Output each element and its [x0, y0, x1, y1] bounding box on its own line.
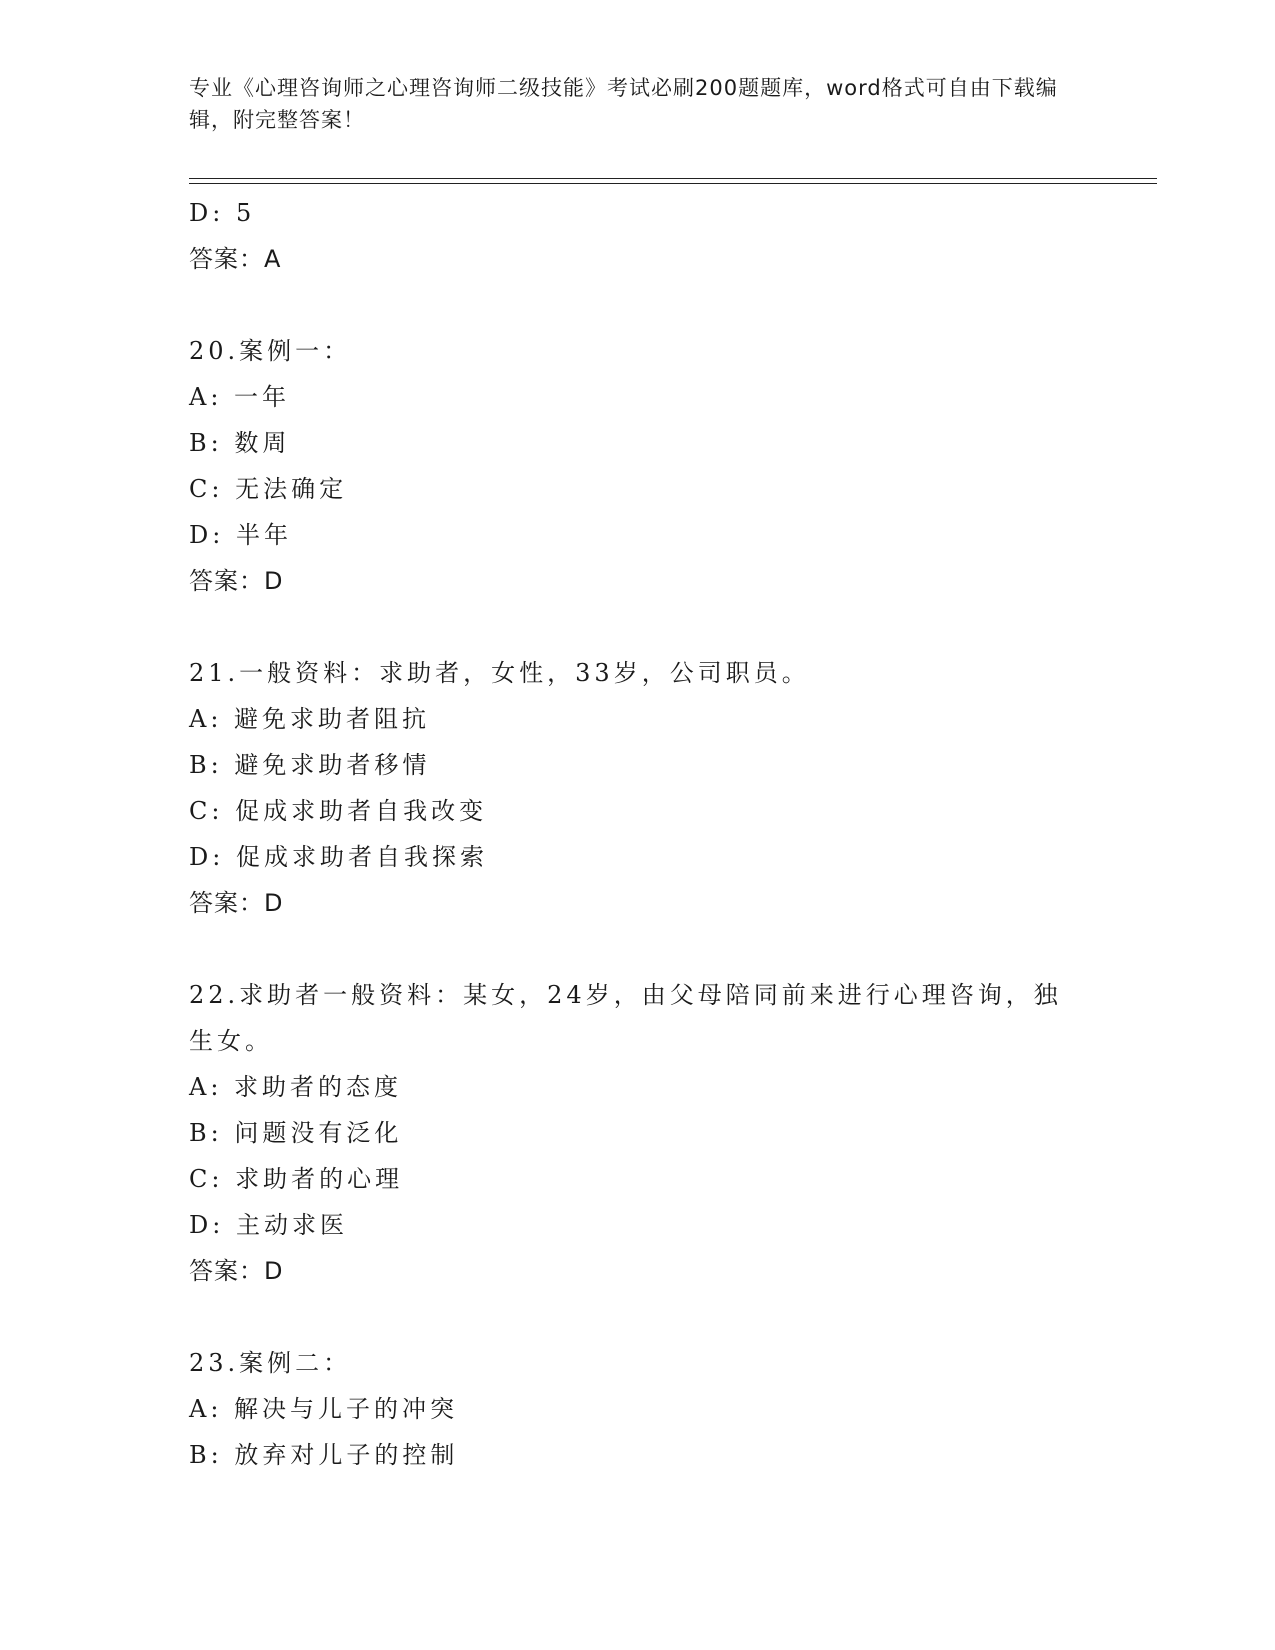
option-a: A: 求助者的态度	[189, 1073, 403, 1101]
question-block-19	[189, 190, 1089, 282]
header-divider-top	[189, 178, 1157, 179]
option-d: D: 主动求医	[189, 1211, 348, 1239]
question-text: 22.求助者一般资料：某女，24岁，由父母陪同前来进行心理咨询，独生女。	[189, 981, 1062, 1055]
document-body	[189, 190, 1089, 1478]
option-a: A: 一年	[189, 383, 291, 411]
answer-line: 答案：D	[189, 567, 284, 595]
option-b: B: 放弃对儿子的控制	[189, 1441, 459, 1469]
question-block-23	[189, 1340, 1089, 1478]
question-block-20	[189, 328, 1089, 604]
question-text: 20.案例一：	[189, 337, 352, 365]
option-d: D: 5	[189, 199, 256, 227]
header-divider-bottom	[189, 183, 1157, 184]
option-a: A: 避免求助者阻抗	[189, 705, 431, 733]
answer-line: 答案：D	[189, 889, 284, 917]
question-block-21	[189, 650, 1089, 926]
option-a: A: 解决与儿子的冲突	[189, 1395, 459, 1423]
question-text: 23.案例二：	[189, 1349, 352, 1377]
option-d: D: 半年	[189, 521, 292, 549]
answer-line: 答案：A	[189, 245, 282, 273]
option-c: C: 求助者的心理	[189, 1165, 404, 1193]
option-b: B: 问题没有泛化	[189, 1119, 403, 1147]
question-block-22	[189, 972, 1089, 1294]
option-b: B: 避免求助者移情	[189, 751, 431, 779]
option-c: C: 促成求助者自我改变	[189, 797, 488, 825]
document-header: 专业《心理咨询师之心理咨询师二级技能》考试必刷200题题库，word格式可自由下载编辑，附完整答案！	[189, 76, 1058, 132]
option-c: C: 无法确定	[189, 475, 348, 503]
option-d: D: 促成求助者自我探索	[189, 843, 488, 871]
answer-line: 答案：D	[189, 1257, 284, 1285]
question-text: 21.一般资料：求助者，女性，33岁，公司职员。	[189, 659, 810, 687]
option-b: B: 数周	[189, 429, 291, 457]
